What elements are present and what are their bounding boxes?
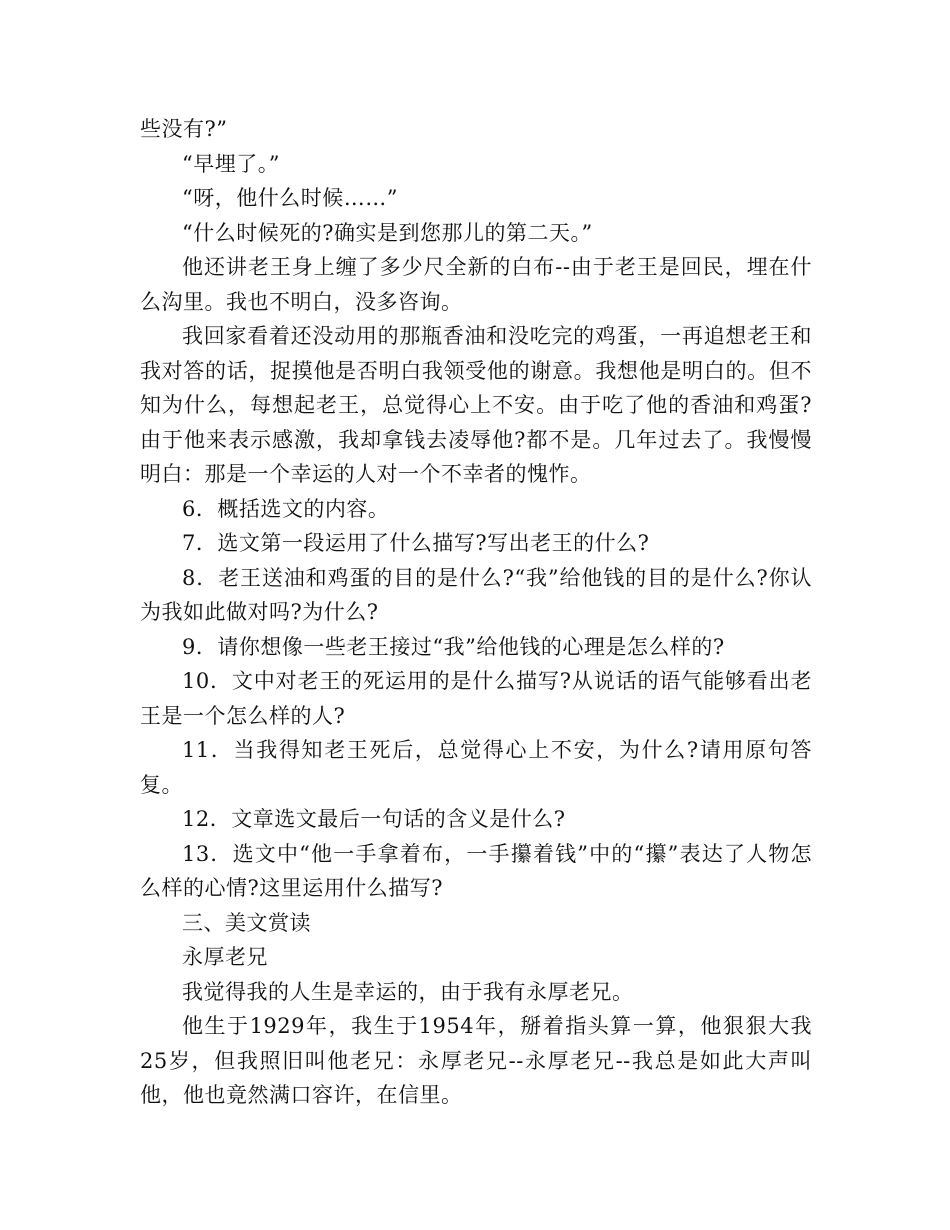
dialogue-line: “呀，他什么时候……” — [182, 186, 398, 210]
question-item: 12．文章选文最后一句话的含义是什么? — [182, 807, 566, 831]
paragraph: 他还讲老王身上缠了多少尺全新的白布--由于老王是回民，埋在什么沟里。我也不明白，没多咨询。 — [140, 255, 812, 314]
question-item: 8．老王送油和鸡蛋的目的是什么?“我”给他钱的目的是什么?你认为我如此做对吗?为什么? — [140, 565, 812, 624]
question-item: 9．请你想像一些老王接过“我”给他钱的心理是怎么样的? — [182, 634, 725, 659]
dialogue-line: “什么时候死的?确实是到您那儿的第二天。” — [182, 220, 593, 245]
article-title: 永厚老兄 — [182, 945, 268, 969]
document-body — [140, 112, 812, 1113]
question-item: 7．选文第一段运用了什么描写?写出老王的什么? — [182, 531, 650, 555]
paragraph: 我觉得我的人生是幸运的，由于我有永厚老兄。 — [182, 979, 634, 1004]
paragraph: 他生于1929年，我生于1954年，掰着指头算一算，他狠狠大我25岁，但我照旧叫他老兄：永厚老兄--永厚老兄--我总是如此大声叫他，他也竟然满口容许，在信里。 — [140, 1014, 812, 1107]
question-item: 6．概括选文的内容。 — [182, 496, 390, 521]
section-heading: 三、美文赏读 — [182, 910, 311, 935]
question-item: 13．选文中“他一手拿着布，一手攥着钱”中的“攥”表达了人物怎么样的心情?这里运用什么描写? — [140, 841, 812, 900]
question-item: 10．文中对老王的死运用的是什么描写?从说话的语气能够看出老王是一个怎么样的人? — [140, 669, 812, 728]
dialogue-line: “早埋了。” — [182, 151, 280, 176]
paragraph-continuation: 些没有?” — [140, 117, 228, 141]
question-item: 11．当我得知老王死后，总觉得心上不安，为什么?请用原句答复。 — [140, 738, 812, 797]
paragraph: 我回家看着还没动用的那瓶香油和没吃完的鸡蛋，一再追想老王和我对答的话，捉摸他是否明白我领受他的谢意。我想他是明白的。但不知为什么，每想起老王，总觉得心上不安。由于吃了他的香油和鸡蛋?由于他来表示感激，我却拿钱去凌辱他?都不是。几年过去了。我慢慢明白：那是一个幸运的人对一个不幸者的愧怍。 — [140, 324, 812, 486]
